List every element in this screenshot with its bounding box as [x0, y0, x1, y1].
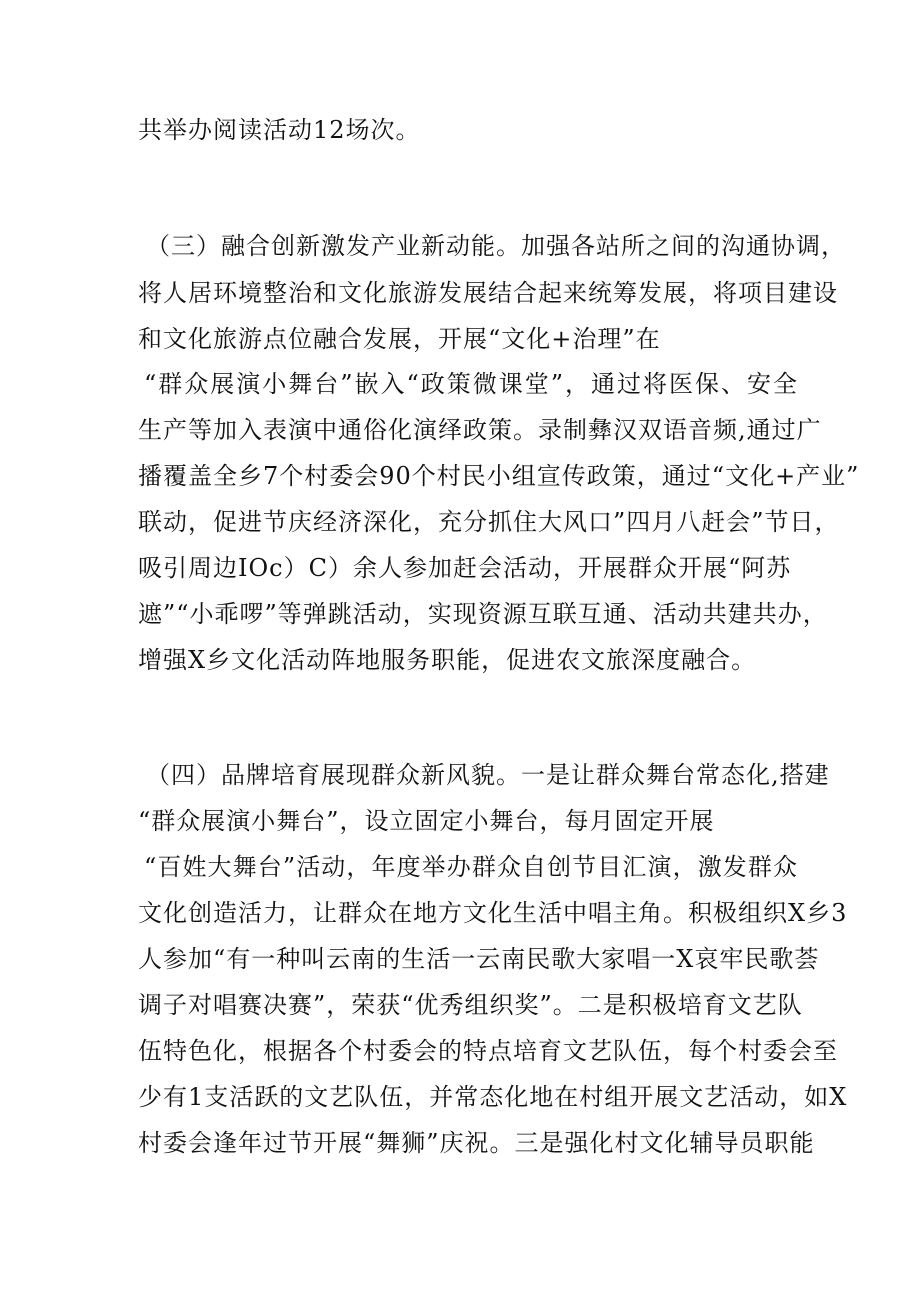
section-3-line: 遮”“小乖啰”等弹跳活动，实现资源互联互通、活动共建共办， — [138, 600, 828, 628]
paragraph-2-line-end: 共举办阅读活动12场次。 — [138, 116, 421, 144]
section-4-line: 村委会逢年过节开展“舞狮”庆祝。三是强化村文化辅导员职能 — [138, 1129, 815, 1157]
section-3-heading-line: （三）融合创新激发产业新动能。加强各站所之间的沟通协调， — [146, 232, 846, 260]
section-4-line: 调子对唱赛决赛”，荣获“优秀组织奖”。二是积极培育文艺队 — [138, 991, 803, 1019]
section-3-line: 和文化旅游点位融合发展，开展“文化+治理”在 — [138, 325, 661, 353]
section-3-line: 将人居环境整治和文化旅游发展结合起来统筹发展，将项目建设 — [138, 279, 838, 307]
section-4-heading-line: （四）品牌培育展现群众新风貌。一是让群众舞台常态化,搭建 — [146, 761, 830, 789]
section-4-line: 文化创造活力，让群众在地方文化生活中唱主角。积极组织X乡3 — [138, 899, 848, 927]
section-3-line: 增强X乡文化活动阵地服务职能，促进农文旅深度融合。 — [138, 646, 757, 674]
section-4-line: “百姓大舞台”活动，年度举办群众自创节目汇演，激发群众 — [144, 853, 798, 881]
section-3-line: 吸引周边IOc）C）余人参加赶会活动，开展群众开展“阿苏 — [138, 554, 792, 582]
section-4-line: 人参加“有一种叫云南的生活一云南民歌大家唱一X哀牢民歌荟 — [138, 945, 820, 973]
section-3-line: 联动，促进节庆经济深化，充分抓住大风口”四月八赶会”节日， — [138, 508, 840, 536]
section-4-line: 伍特色化，根据各个村委会的特点培育文艺队伍，每个村委会至 — [138, 1037, 838, 1065]
section-4-line: “群众展演小舞台”，设立固定小舞台，每月固定开展 — [138, 807, 715, 835]
section-3-line: 生产等加入表演中通俗化演绎政策。录制彝汉双语音频,通过广 — [138, 416, 822, 444]
section-3-line: 播覆盖全乡7个村委会90个村民小组宣传政策，通过“文化+产业” — [138, 462, 860, 490]
section-4-line: 少有1支活跃的文艺队伍，并常态化地在村组开展文艺活动，如X — [138, 1083, 848, 1111]
section-3-line: “群众展演小舞台”嵌入“政策微课堂”，通过将医保、安全 — [144, 370, 798, 398]
